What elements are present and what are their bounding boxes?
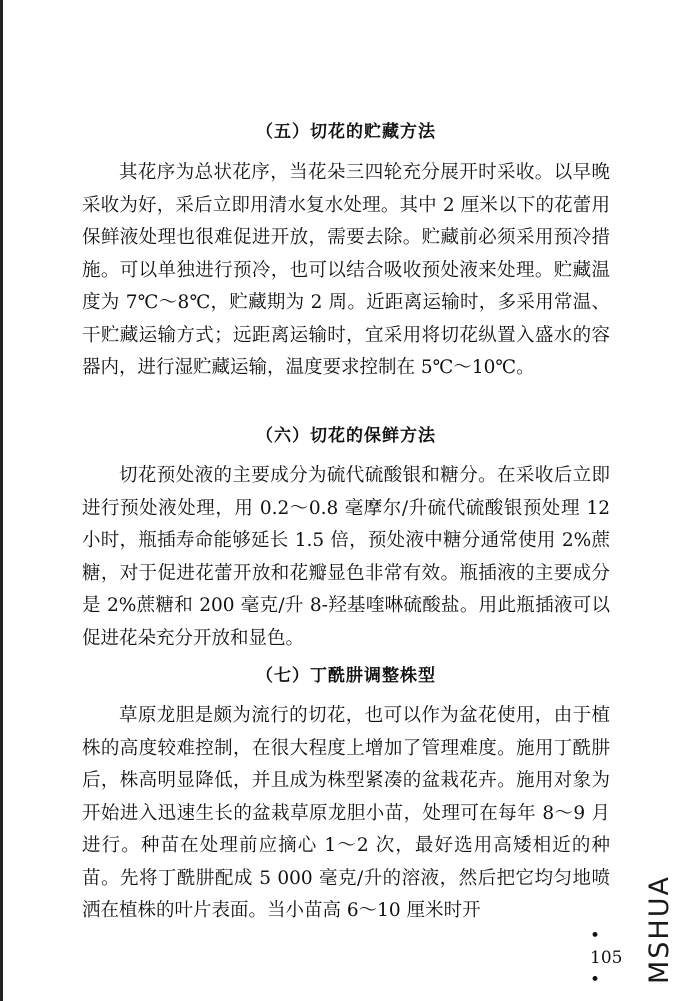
section-paragraph-7: 草原龙胆是颇为流行的切花，也可以作为盆花使用，由于植株的高度较难控制，在很大程度上增加了管理难度。施用丁酰肼后，株高明显降低，并且成为株型紧凑的盆栽花卉。施用对象为开始进入迅速生长的盆栽草原龙胆小苗，处理可在每年 8～9 月进行。种苗在处理前应摘心 1～2 次，最好选用高矮相近的种苗。先将丁酰肼配成 5 000 毫克/升的溶液，然后把它均匀地喷洒在植株的叶片表面。当小苗高 6～10 厘米时开 — [82, 705, 610, 921]
section-heading-6: （六）切花的保鲜方法 — [256, 426, 436, 446]
watermark-text: MSHUA — [644, 875, 675, 985]
page-number: • 105 • — [590, 926, 623, 990]
section-paragraph-6: 切花预处液的主要成分为硫代硫酸银和糖分。在采收后立即进行预处液处理，用 0.2～0.8 毫摩尔/升硫代硫酸银预处理 12 小时，瓶插寿命能够延长 1.5 倍，预处液中糖分通常使用 2%蔗糖，对于促进花蕾开放和花瓣显色非常有效。瓶插液的主要成分是 2%蔗糖和 200 毫克/升 8-羟基喹啉硫酸盐。用此瓶插液可以促进花朵充分开放和显色。 — [82, 465, 610, 649]
section-heading-5: （五）切花的贮藏方法 — [256, 122, 436, 142]
section-paragraph-5: 其花序为总状花序，当花朵三四轮充分展开时采收。以早晚采收为好，采后立即用清水复水处理。其中 2 厘米以下的花蕾用保鲜液处理也很难促进开放，需要去除。贮藏前必须采用预冷措施。可以单独进行预冷，也可以结合吸收预处液来处理。贮藏温度为 7℃～8℃，贮藏期为 2 周。近距离运输时，多采用常温、干贮藏运输方式；远距离运输时，宜采用将切花纵置入盛水的容器内，进行湿贮藏运输，温度要求控制在 5℃～10℃。 — [82, 162, 610, 378]
left-border-line — [0, 0, 3, 1001]
section-heading-7: （七）丁酰肼调整株型 — [256, 666, 436, 686]
